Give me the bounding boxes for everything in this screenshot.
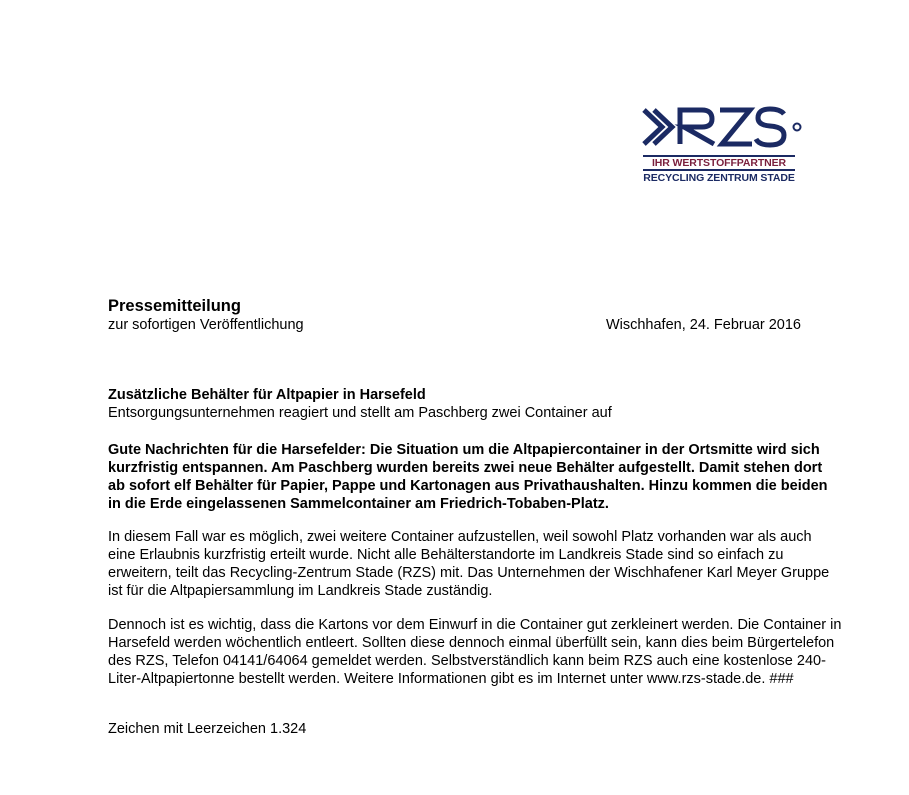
logo-tagline: IHR WERTSTOFFPARTNER bbox=[651, 157, 787, 169]
article-headline: Zusätzliche Behälter für Altpapier in Harsefeld bbox=[108, 387, 426, 403]
logo-divider bbox=[643, 169, 795, 171]
release-note: zur sofortigen Veröffentlichung bbox=[108, 317, 304, 333]
article-paragraph: Dennoch ist es wichtig, dass die Kartons vor dem Einwurf in die Container gut zerkleinert werden. Die Container in Harsefeld werden wöchentlich entleert. Sollten diese dennoch einmal überfüllt sein, kann dies beim Bürgertelefon des RZS, Telefon 04141/64064 gemeldet werden. Selbstverständlich kann beim RZS auch eine kostenlose 240-Liter-Altpapiertonne bestellt werden. Weitere Informationen gibt es im Internet unter www.rzs-stade.de. ### bbox=[108, 617, 842, 687]
rzs-logo bbox=[640, 100, 805, 186]
logo-subtitle: RECYCLING ZENTRUM STADE bbox=[643, 172, 795, 184]
rzs-wordmark-icon bbox=[640, 100, 805, 156]
article-lead: Gute Nachrichten für die Harsefelder: Die Situation um die Altpapiercontainer in der Ortsmitte wird sich kurzfristig entspannen. Am Paschberg wurden bereits zwei neue Behälter aufgestellt. Damit stehen dort ab sofort elf Behälter für Papier, Pappe und Kartonagen aus Privathaushalten. Hinzu kommen die beiden in die Erde eingelassenen Sammelcontainer am Friedrich-Tobaben-Platz. bbox=[108, 442, 828, 512]
character-count: Zeichen mit Leerzeichen 1.324 bbox=[108, 721, 307, 737]
article-subheadline: Entsorgungsunternehmen reagiert und stellt am Paschberg zwei Container auf bbox=[108, 405, 612, 421]
page-title: Pressemitteilung bbox=[108, 297, 241, 315]
article-paragraph: In diesem Fall war es möglich, zwei weitere Container aufzustellen, weil sowohl Platz vorhanden war als auch eine Erlaubnis kurzfristig erteilt wurde. Nicht alle Behälterstandorte im Landkreis Stade sind so einfach zu erweitern, teilt das Recycling-Zentrum Stade (RZS) mit. Das Unternehmen der Wischhafener Karl Meyer Gruppe ist für die Altpapiersammlung im Landkreis Stade zuständig. bbox=[108, 529, 830, 599]
dateline: Wischhafen, 24. Februar 2016 bbox=[605, 317, 801, 333]
